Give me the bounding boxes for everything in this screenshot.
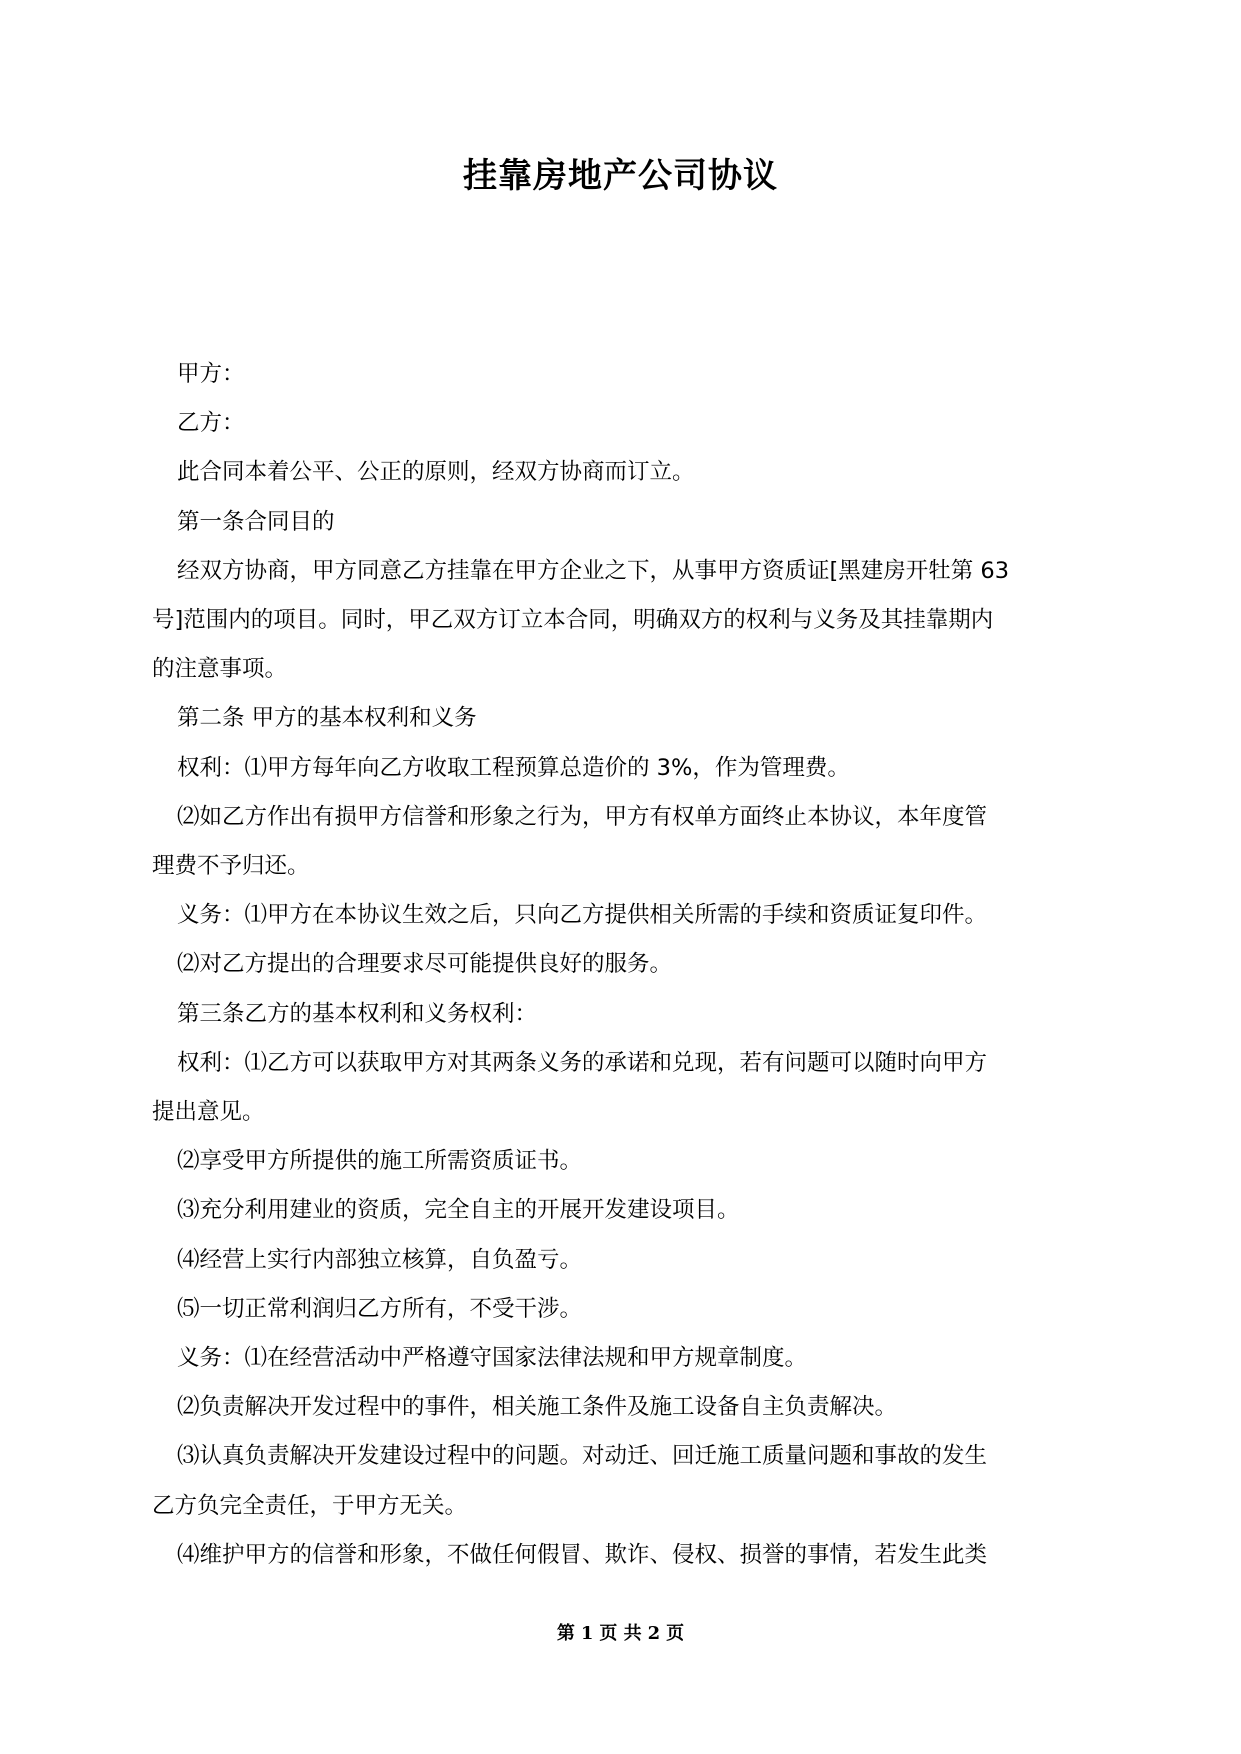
paragraph-line: ⑶认真负责解决开发建设过程中的问题。对动迁、回迁施工质量问题和事故的发生 xyxy=(177,1443,988,1470)
paragraph xyxy=(152,1137,1097,1186)
footer-suffix: 页 xyxy=(666,1623,685,1644)
paragraph-line: 此合同本着公平、公正的原则，经双方协商而订立。 xyxy=(177,459,695,486)
paragraph xyxy=(152,990,1097,1039)
document-title: 挂靠房地产公司协议 xyxy=(463,156,778,196)
paragraph-line: ⑷经营上实行内部独立核算，自负盈亏。 xyxy=(177,1246,583,1273)
paragraph-line: 第三条乙方的基本权利和义务权利： xyxy=(177,1000,538,1027)
paragraph-line: 理费不予归还。 xyxy=(152,853,310,880)
paragraph-line: 第一条合同目的 xyxy=(177,508,335,535)
paragraph xyxy=(152,498,1097,547)
paragraph-line: ⑵负责解决开发过程中的事件，相关施工条件及施工设备自主负责解决。 xyxy=(177,1394,898,1421)
paragraph-line: 经双方协商，甲方同意乙方挂靠在甲方企业之下，从事甲方资质证[黑建房开牡第 63 xyxy=(177,557,1010,584)
paragraph-line: ⑸一切正常利润归乙方所有，不受干涉。 xyxy=(177,1295,583,1322)
paragraph xyxy=(152,793,1097,891)
paragraph-line: 权利：⑴乙方可以获取甲方对其两条义务的承诺和兑现，若有问题可以随时向甲方 xyxy=(177,1049,988,1076)
paragraph xyxy=(152,940,1097,989)
paragraph xyxy=(152,1531,1097,1580)
paragraph xyxy=(152,448,1097,497)
paragraph-line: ⑵如乙方作出有损甲方信誉和形象之行为，甲方有权单方面终止本协议，本年度管 xyxy=(177,803,988,830)
paragraph-line: 提出意见。 xyxy=(152,1099,265,1126)
paragraph-line: ⑵享受甲方所提供的施工所需资质证书。 xyxy=(177,1148,583,1175)
paragraph-line: 权利：⑴甲方每年向乙方收取工程预算总造价的 3%，作为管理费。 xyxy=(177,754,850,781)
page-footer xyxy=(0,1622,1241,1646)
document-body xyxy=(152,350,1097,1580)
paragraph-line: ⑷维护甲方的信誉和形象，不做任何假冒、欺诈、侵权、损誉的事情，若发生此类 xyxy=(177,1541,988,1568)
paragraph-line: 的注意事项。 xyxy=(152,656,288,683)
paragraph-line: 乙方： xyxy=(177,410,245,437)
footer-prefix: 第 xyxy=(556,1623,575,1644)
footer-total-pages: 2 xyxy=(647,1623,661,1644)
paragraph-line: 号]范围内的项目。同时，甲乙双方订立本合同，明确双方的权利与义务及其挂靠期内 xyxy=(152,607,994,634)
paragraph xyxy=(152,1186,1097,1235)
paragraph-line: 甲方： xyxy=(177,361,245,387)
paragraph xyxy=(152,350,1097,399)
paragraph xyxy=(152,1383,1097,1432)
footer-middle: 页 共 xyxy=(599,1623,642,1644)
paragraph xyxy=(152,694,1097,743)
paragraph-line: 第二条 甲方的基本权利和义务 xyxy=(177,705,477,732)
paragraph xyxy=(152,1432,1097,1530)
paragraph xyxy=(152,1236,1097,1285)
paragraph-line: 乙方负完全责任，于甲方无关。 xyxy=(152,1492,468,1519)
paragraph xyxy=(152,547,1097,695)
paragraph xyxy=(152,891,1097,940)
paragraph-list xyxy=(152,350,1097,1580)
paragraph xyxy=(152,399,1097,448)
paragraph-line: ⑵对乙方提出的合理要求尽可能提供良好的服务。 xyxy=(177,951,673,978)
paragraph xyxy=(152,1334,1097,1383)
paragraph xyxy=(152,744,1097,793)
paragraph-line: ⑶充分利用建业的资质，完全自主的开展开发建设项目。 xyxy=(177,1197,740,1224)
paragraph-line: 义务：⑴在经营活动中严格遵守国家法律法规和甲方规章制度。 xyxy=(177,1345,808,1372)
paragraph xyxy=(152,1285,1097,1334)
paragraph xyxy=(152,1039,1097,1137)
paragraph-line: 义务：⑴甲方在本协议生效之后，只向乙方提供相关所需的手续和资质证复印件。 xyxy=(177,902,988,929)
footer-current-page: 1 xyxy=(580,1623,594,1644)
